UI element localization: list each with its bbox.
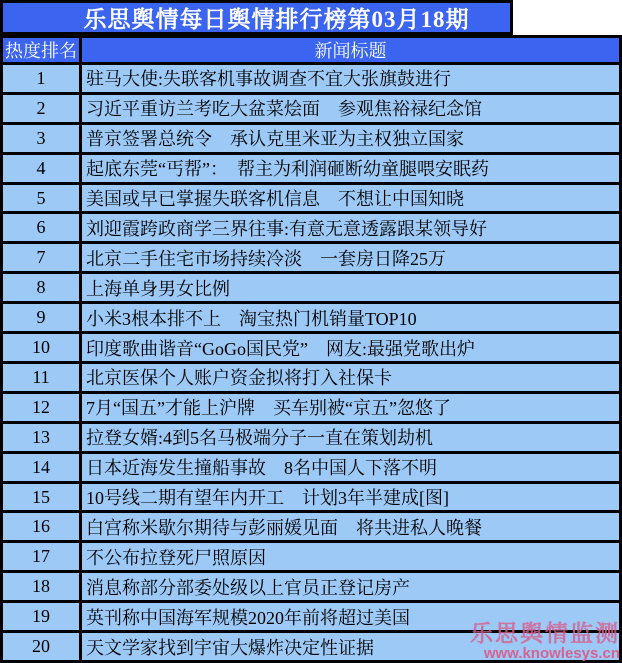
headline-cell: 英刊称中国海军规模2020年前将超过美国 bbox=[82, 603, 619, 630]
rank-cell: 19 bbox=[3, 603, 79, 630]
headline-cell: 拉登女婿:4到5名马极端分子一直在策划劫机 bbox=[82, 424, 619, 451]
headline-cell: 天文学家找到宇宙大爆炸决定性证据 bbox=[82, 633, 619, 660]
rank-cell: 12 bbox=[3, 394, 79, 421]
headline-cell: 消息称部分部委处级以上官员正登记房产 bbox=[82, 573, 619, 600]
title-bar bbox=[0, 0, 622, 35]
rank-cell: 16 bbox=[3, 513, 79, 540]
headline-cell: 北京医保个人账户资金拟将打入社保卡 bbox=[82, 364, 619, 391]
headline-cell: 日本近海发生撞船事故 8名中国人下落不明 bbox=[82, 454, 619, 481]
headline-cell: 不公布拉登死尸照原因 bbox=[82, 543, 619, 570]
title-bar-white-gap bbox=[513, 0, 622, 35]
headline-cell: 7月“国五”才能上沪牌 买车别被“京五”忽悠了 bbox=[82, 394, 619, 421]
rank-cell: 1 bbox=[3, 65, 79, 92]
headline-cell: 美国或早已掌握失联客机信息 不想让中国知晓 bbox=[82, 185, 619, 212]
headline-cell: 小米3根本排不上 淘宝热门机销量TOP10 bbox=[82, 304, 619, 331]
headline-cell: 白宫称米歇尔期待与彭丽媛见面 将共进私人晚餐 bbox=[82, 513, 619, 540]
rank-cell: 2 bbox=[3, 95, 79, 122]
rank-cell: 8 bbox=[3, 274, 79, 301]
rank-cell: 4 bbox=[3, 155, 79, 182]
headline-cell: 北京二手住宅市场持续冷淡 一套房日降25万 bbox=[82, 244, 619, 271]
rank-cell: 14 bbox=[3, 454, 79, 481]
headline-cell: 10号线二期有望年内开工 计划3年半建成[图] bbox=[82, 484, 619, 511]
headline-cell: 印度歌曲谐音“GoGo国民党” 网友:最强党歌出炉 bbox=[82, 334, 619, 361]
column-header-rank: 热度排名 bbox=[3, 38, 79, 62]
headline-cell: 刘迎霞跨政商学三界往事:有意无意透露跟某领导好 bbox=[82, 214, 619, 241]
watermark-brand: 乐思舆情监测 bbox=[470, 621, 620, 647]
rank-cell: 7 bbox=[3, 244, 79, 271]
rank-cell: 6 bbox=[3, 214, 79, 241]
rank-cell: 10 bbox=[3, 334, 79, 361]
page-title: 乐思舆情每日舆情排行榜第03月18期 bbox=[0, 0, 513, 35]
rank-cell: 11 bbox=[3, 364, 79, 391]
headline-cell: 驻马大使:失联客机事故调查不宜大张旗鼓进行 bbox=[82, 65, 619, 92]
headline-cell: 习近平重访兰考吃大盆菜烩面 参观焦裕禄纪念馆 bbox=[82, 95, 619, 122]
rank-cell: 18 bbox=[3, 573, 79, 600]
rank-cell: 5 bbox=[3, 185, 79, 212]
headline-cell: 普京签署总统令 承认克里米亚为主权独立国家 bbox=[82, 125, 619, 152]
headline-cell: 上海单身男女比例 bbox=[82, 274, 619, 301]
rank-cell: 3 bbox=[3, 125, 79, 152]
rank-cell: 20 bbox=[3, 633, 79, 660]
headline-cell: 起底东莞“丐帮”： 帮主为利润砸断幼童腿喂安眠药 bbox=[82, 155, 619, 182]
rank-cell: 9 bbox=[3, 304, 79, 331]
rank-cell: 15 bbox=[3, 484, 79, 511]
rank-cell: 17 bbox=[3, 543, 79, 570]
column-header-headline: 新闻标题 bbox=[82, 38, 619, 62]
rank-cell: 13 bbox=[3, 424, 79, 451]
watermark-url: www.knowlesys.cn bbox=[483, 645, 620, 663]
ranking-table bbox=[0, 35, 622, 663]
